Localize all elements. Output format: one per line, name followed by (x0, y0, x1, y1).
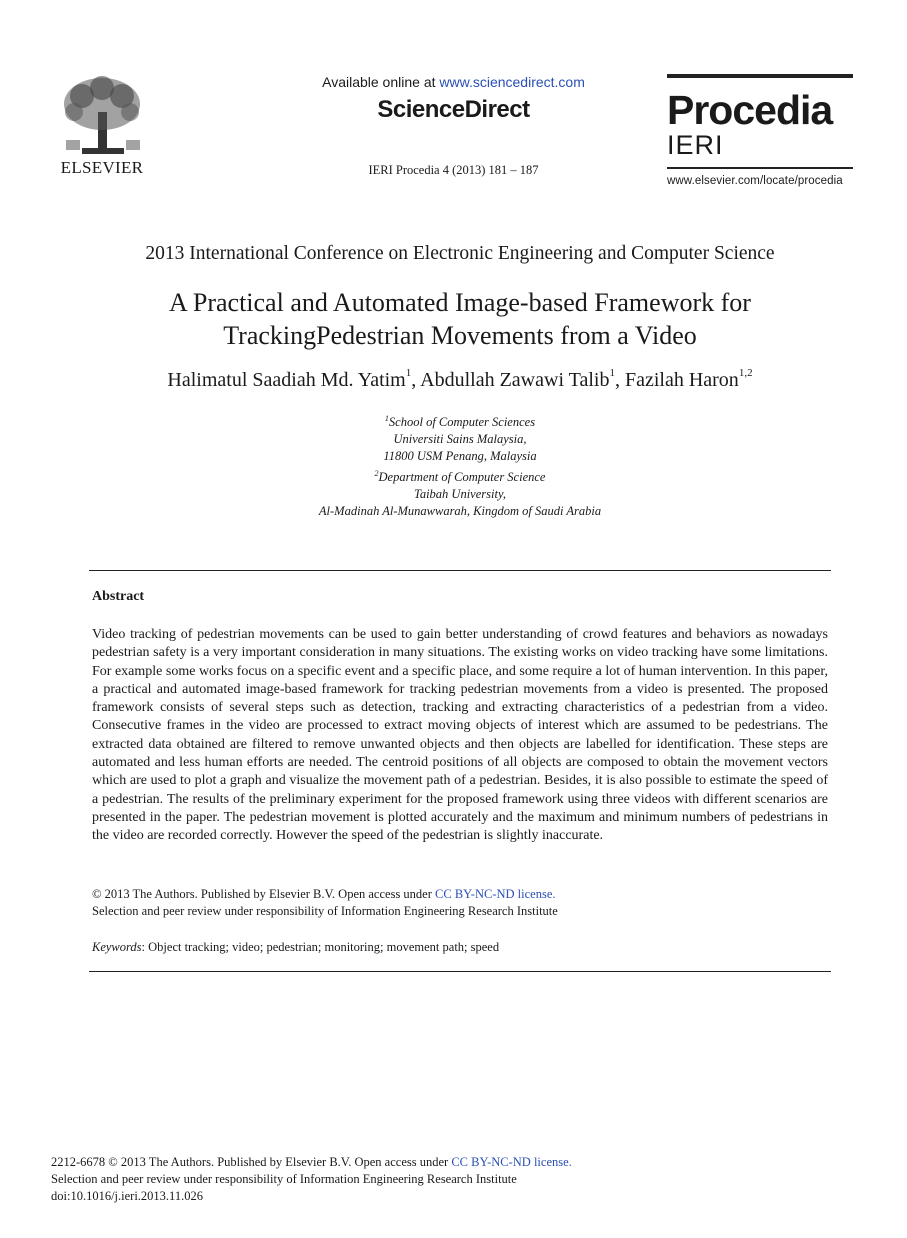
abstract-heading: Abstract (92, 589, 145, 604)
author-name: Halimatul Saadiah Md. Yatim (167, 369, 406, 391)
keywords (92, 940, 832, 955)
journal-word: Procedia (667, 87, 833, 133)
affiliation-line (0, 465, 907, 486)
platform-name: ScienceDirect (377, 96, 530, 123)
affiliation-text: Taibah University, (414, 487, 506, 502)
affiliation-line (0, 410, 907, 431)
journal-citation: IERI Procedia 4 (2013) 181 – 187 (368, 163, 539, 177)
journal-logo (667, 74, 853, 187)
author-affil-mark: 1 (609, 367, 615, 379)
page-footer (51, 1154, 851, 1205)
footer-doi[interactable]: doi:10.1016/j.ieri.2013.11.026 (51, 1189, 203, 1203)
affiliation-mark: 1 (384, 414, 389, 423)
author-name: Abdullah Zawawi Talib (420, 369, 610, 391)
publisher-name: ELSEVIER (60, 158, 144, 177)
author-affil-mark: 1 (405, 367, 412, 379)
journal-sub: IERI (667, 130, 724, 160)
footer-copyright (51, 1154, 851, 1171)
logo-bottom-rule (667, 167, 853, 169)
copyright-text: © 2013 The Authors. Published by Elsevier B.V. Open access under (92, 887, 436, 901)
journal-url[interactable]: www.elsevier.com/locate/procedia (667, 175, 843, 187)
available-prefix: Available online at (322, 74, 440, 90)
affiliation-text: Al-Madinah Al-Munawwarah, Kingdom of Saudi Arabia (318, 504, 602, 519)
author-affil-mark: 1,2 (738, 367, 753, 379)
logo-top-rule (667, 74, 853, 78)
author-separator: , (411, 369, 421, 391)
affiliation-text: Department of Computer Science (378, 470, 546, 485)
affiliation-text: Universiti Sains Malaysia, (393, 432, 527, 447)
sciencedirect-link[interactable]: www.sciencedirect.com (439, 74, 585, 90)
abstract-body: Video tracking of pedestrian movements can be used to gain better understanding of crowd features and behaviors as nowadays pedestrian safety is a very important consideration in many situations. The existing works on video tracking have some limitations. For example some works focus on a specific event and a specific place, and some require a lot of human intervention. In this paper, a practical and automated image-based framework for tracking pedestrian movements from a video is presented. The proposed framework consists of several steps such as detection, tracking and extracting characteristics of a pedestrian from a video. Consecutive frames in the video are processed to extract moving objects of interest which are assumed to be pedestrians. The extracted data obtained are filtered to remove unwanted objects and then objects are labelled for identification. These steps are automated and less human efforts are needed. The centroid positions of all objects are composed to obtain the movement vectors which are used to plot a graph and visualize the movement path of a pedestrian. Besides, it is also possible to estimate the speed of a pedestrian. The results of the preliminary experiment for the proposed framework using three videos with different scenarios are presented in the paper. The pedestrian movement is plotted accurately and the maximum and minimum numbers of pedestrians in the video are recorded correctly. However the speed of the pedestrian is slightly inaccurate. (92, 627, 828, 844)
affiliation-mark: 2 (374, 469, 379, 479)
peer-review-line: Selection and peer review under responsibility of Information Engineering Research Institute (92, 904, 558, 918)
copyright-line (92, 886, 832, 903)
license-link[interactable]: CC BY-NC-ND license. (435, 887, 556, 901)
author-name: Fazilah Haron (624, 369, 739, 391)
author-separator: , (614, 369, 625, 391)
affiliation-line (0, 448, 907, 465)
affiliation-line (0, 503, 907, 520)
affiliations (0, 410, 907, 520)
affiliation-text: 11800 USM Penang, Malaysia (383, 449, 537, 464)
footer-license-link[interactable]: CC BY-NC-ND license. (451, 1155, 572, 1169)
author-list (0, 369, 907, 392)
title-line-2: TrackingPedestrian Movements from a Video (223, 321, 697, 350)
abstract-top-rule (89, 570, 831, 571)
footer-copyright-text: 2212-6678 © 2013 The Authors. Published by Elsevier B.V. Open access under (51, 1155, 452, 1169)
affiliation-line (0, 486, 907, 503)
affiliation-text: School of Computer Sciences (388, 415, 536, 430)
paper-title (60, 286, 860, 352)
affiliation-line (0, 431, 907, 448)
keywords-label: Keywords (92, 940, 142, 954)
footer-peer-review: Selection and peer review under responsibility of Information Engineering Research Institute (51, 1172, 517, 1186)
abstract-bottom-rule (89, 971, 831, 972)
title-line-1: A Practical and Automated Image-based Framework for (169, 288, 751, 317)
copyright-notice (92, 886, 832, 920)
keywords-text: : Object tracking; video; pedestrian; monitoring; movement path; speed (141, 940, 500, 954)
conference-name: 2013 International Conference on Electronic Engineering and Computer Science (145, 243, 775, 264)
